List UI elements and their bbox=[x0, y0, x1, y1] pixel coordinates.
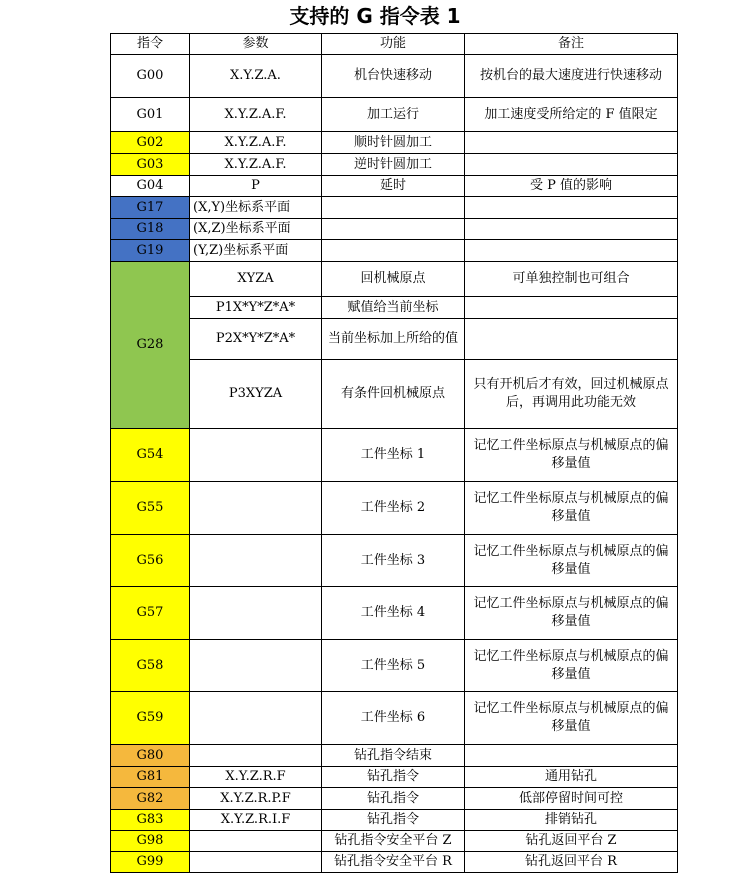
function-cell: 钻孔指令 bbox=[322, 788, 465, 810]
code-cell: G57 bbox=[111, 587, 190, 640]
note-cell bbox=[465, 219, 678, 240]
code-cell: G59 bbox=[111, 692, 190, 745]
table-row bbox=[111, 98, 678, 132]
note-cell: 排销钻孔 bbox=[465, 810, 678, 831]
note-cell: 记忆工件坐标原点与机械原点的偏移量值 bbox=[465, 692, 678, 745]
note-cell bbox=[465, 319, 678, 360]
param-cell: XYZA bbox=[190, 262, 322, 297]
param-cell bbox=[190, 429, 322, 482]
table-row bbox=[111, 429, 678, 482]
function-cell: 钻孔指令 bbox=[322, 810, 465, 831]
function-cell bbox=[322, 197, 465, 219]
function-cell: 赋值给当前坐标 bbox=[322, 297, 465, 319]
note-cell: 钻孔返回平台 R bbox=[465, 852, 678, 873]
code-cell: G18 bbox=[111, 219, 190, 240]
code-cell: G28 bbox=[111, 262, 190, 429]
code-cell: G00 bbox=[111, 55, 190, 98]
param-cell: P bbox=[190, 176, 322, 197]
note-cell: 记忆工件坐标原点与机械原点的偏移量值 bbox=[465, 429, 678, 482]
note-cell: 记忆工件坐标原点与机械原点的偏移量值 bbox=[465, 482, 678, 535]
code-cell: G82 bbox=[111, 788, 190, 810]
param-cell: (Y,Z)坐标系平面 bbox=[190, 240, 322, 262]
note-cell: 记忆工件坐标原点与机械原点的偏移量值 bbox=[465, 535, 678, 587]
param-cell: X.Y.Z.A.F. bbox=[190, 154, 322, 176]
table-row bbox=[111, 319, 678, 360]
code-cell: G99 bbox=[111, 852, 190, 873]
table-row bbox=[111, 55, 678, 98]
code-cell: G03 bbox=[111, 154, 190, 176]
function-cell: 工件坐标 4 bbox=[322, 587, 465, 640]
table-row bbox=[111, 297, 678, 319]
note-cell: 加工速度受所给定的 F 值限定 bbox=[465, 98, 678, 132]
code-cell: G58 bbox=[111, 640, 190, 692]
function-cell: 工件坐标 1 bbox=[322, 429, 465, 482]
param-cell: X.Y.Z.R.P.F bbox=[190, 788, 322, 810]
function-cell: 钻孔指令安全平台 R bbox=[322, 852, 465, 873]
param-cell bbox=[190, 745, 322, 767]
param-cell: X.Y.Z.A.F. bbox=[190, 98, 322, 132]
param-cell bbox=[190, 852, 322, 873]
param-cell bbox=[190, 535, 322, 587]
function-cell: 钻孔指令 bbox=[322, 767, 465, 788]
function-cell: 回机械原点 bbox=[322, 262, 465, 297]
note-cell: 低部停留时间可控 bbox=[465, 788, 678, 810]
code-cell: G01 bbox=[111, 98, 190, 132]
param-cell: P3XYZA bbox=[190, 360, 322, 429]
table-row bbox=[111, 482, 678, 535]
page-title: 支持的 G 指令表 1 bbox=[289, 4, 461, 28]
table-row bbox=[111, 831, 678, 852]
note-cell: 记忆工件坐标原点与机械原点的偏移量值 bbox=[465, 587, 678, 640]
param-cell: P1X*Y*Z*A* bbox=[190, 297, 322, 319]
table-row bbox=[111, 154, 678, 176]
table-row bbox=[111, 692, 678, 745]
table-row bbox=[111, 852, 678, 873]
param-cell: (X,Y)坐标系平面 bbox=[190, 197, 322, 219]
code-cell: G19 bbox=[111, 240, 190, 262]
note-cell bbox=[465, 745, 678, 767]
code-cell: G54 bbox=[111, 429, 190, 482]
note-cell bbox=[465, 240, 678, 262]
function-cell: 有条件回机械原点 bbox=[322, 360, 465, 429]
code-cell: G17 bbox=[111, 197, 190, 219]
code-cell: G83 bbox=[111, 810, 190, 831]
table-row bbox=[111, 810, 678, 831]
param-cell bbox=[190, 640, 322, 692]
header-param: 参数 bbox=[190, 34, 322, 55]
header-note: 备注 bbox=[465, 34, 678, 55]
function-cell: 工件坐标 2 bbox=[322, 482, 465, 535]
param-cell bbox=[190, 692, 322, 745]
note-cell bbox=[465, 197, 678, 219]
table-row bbox=[111, 535, 678, 587]
table-row bbox=[111, 587, 678, 640]
table-row bbox=[111, 788, 678, 810]
function-cell: 钻孔指令安全平台 Z bbox=[322, 831, 465, 852]
function-cell: 当前坐标加上所给的值 bbox=[322, 319, 465, 360]
function-cell: 钻孔指令结束 bbox=[322, 745, 465, 767]
table-row bbox=[111, 745, 678, 767]
param-cell: X.Y.Z.A.F. bbox=[190, 132, 322, 154]
table-row bbox=[111, 132, 678, 154]
code-cell: G98 bbox=[111, 831, 190, 852]
function-cell bbox=[322, 219, 465, 240]
header-function: 功能 bbox=[322, 34, 465, 55]
code-cell: G56 bbox=[111, 535, 190, 587]
param-cell: X.Y.Z.A. bbox=[190, 55, 322, 98]
param-cell bbox=[190, 482, 322, 535]
function-cell: 加工运行 bbox=[322, 98, 465, 132]
code-cell: G81 bbox=[111, 767, 190, 788]
note-cell: 只有开机后才有效，回过机械原点后，再调用此功能无效 bbox=[465, 360, 678, 429]
note-cell bbox=[465, 154, 678, 176]
note-cell: 按机台的最大速度进行快速移动 bbox=[465, 55, 678, 98]
param-cell: X.Y.Z.R.F bbox=[190, 767, 322, 788]
function-cell: 延时 bbox=[322, 176, 465, 197]
note-cell: 钻孔返回平台 Z bbox=[465, 831, 678, 852]
param-cell bbox=[190, 831, 322, 852]
table-row bbox=[111, 262, 678, 297]
code-cell: G04 bbox=[111, 176, 190, 197]
table-row bbox=[111, 767, 678, 788]
code-cell: G02 bbox=[111, 132, 190, 154]
table-row bbox=[111, 360, 678, 429]
function-cell: 顺时针圆加工 bbox=[322, 132, 465, 154]
table-row bbox=[111, 176, 678, 197]
note-cell: 记忆工件坐标原点与机械原点的偏移量值 bbox=[465, 640, 678, 692]
note-cell: 通用钻孔 bbox=[465, 767, 678, 788]
function-cell bbox=[322, 240, 465, 262]
header-code: 指令 bbox=[111, 34, 190, 55]
table-row bbox=[111, 240, 678, 262]
table-row bbox=[111, 197, 678, 219]
function-cell: 工件坐标 5 bbox=[322, 640, 465, 692]
param-cell bbox=[190, 587, 322, 640]
g-code-table bbox=[110, 33, 678, 873]
note-cell bbox=[465, 132, 678, 154]
table-header-row bbox=[111, 34, 678, 55]
function-cell: 工件坐标 3 bbox=[322, 535, 465, 587]
param-cell: X.Y.Z.R.I.F bbox=[190, 810, 322, 831]
param-cell: P2X*Y*Z*A* bbox=[190, 319, 322, 360]
function-cell: 逆时针圆加工 bbox=[322, 154, 465, 176]
param-cell: (X,Z)坐标系平面 bbox=[190, 219, 322, 240]
function-cell: 机台快速移动 bbox=[322, 55, 465, 98]
code-cell: G55 bbox=[111, 482, 190, 535]
note-cell: 受 P 值的影响 bbox=[465, 176, 678, 197]
note-cell bbox=[465, 297, 678, 319]
function-cell: 工件坐标 6 bbox=[322, 692, 465, 745]
note-cell: 可单独控制也可组合 bbox=[465, 262, 678, 297]
table-row bbox=[111, 640, 678, 692]
code-cell: G80 bbox=[111, 745, 190, 767]
table-row bbox=[111, 219, 678, 240]
